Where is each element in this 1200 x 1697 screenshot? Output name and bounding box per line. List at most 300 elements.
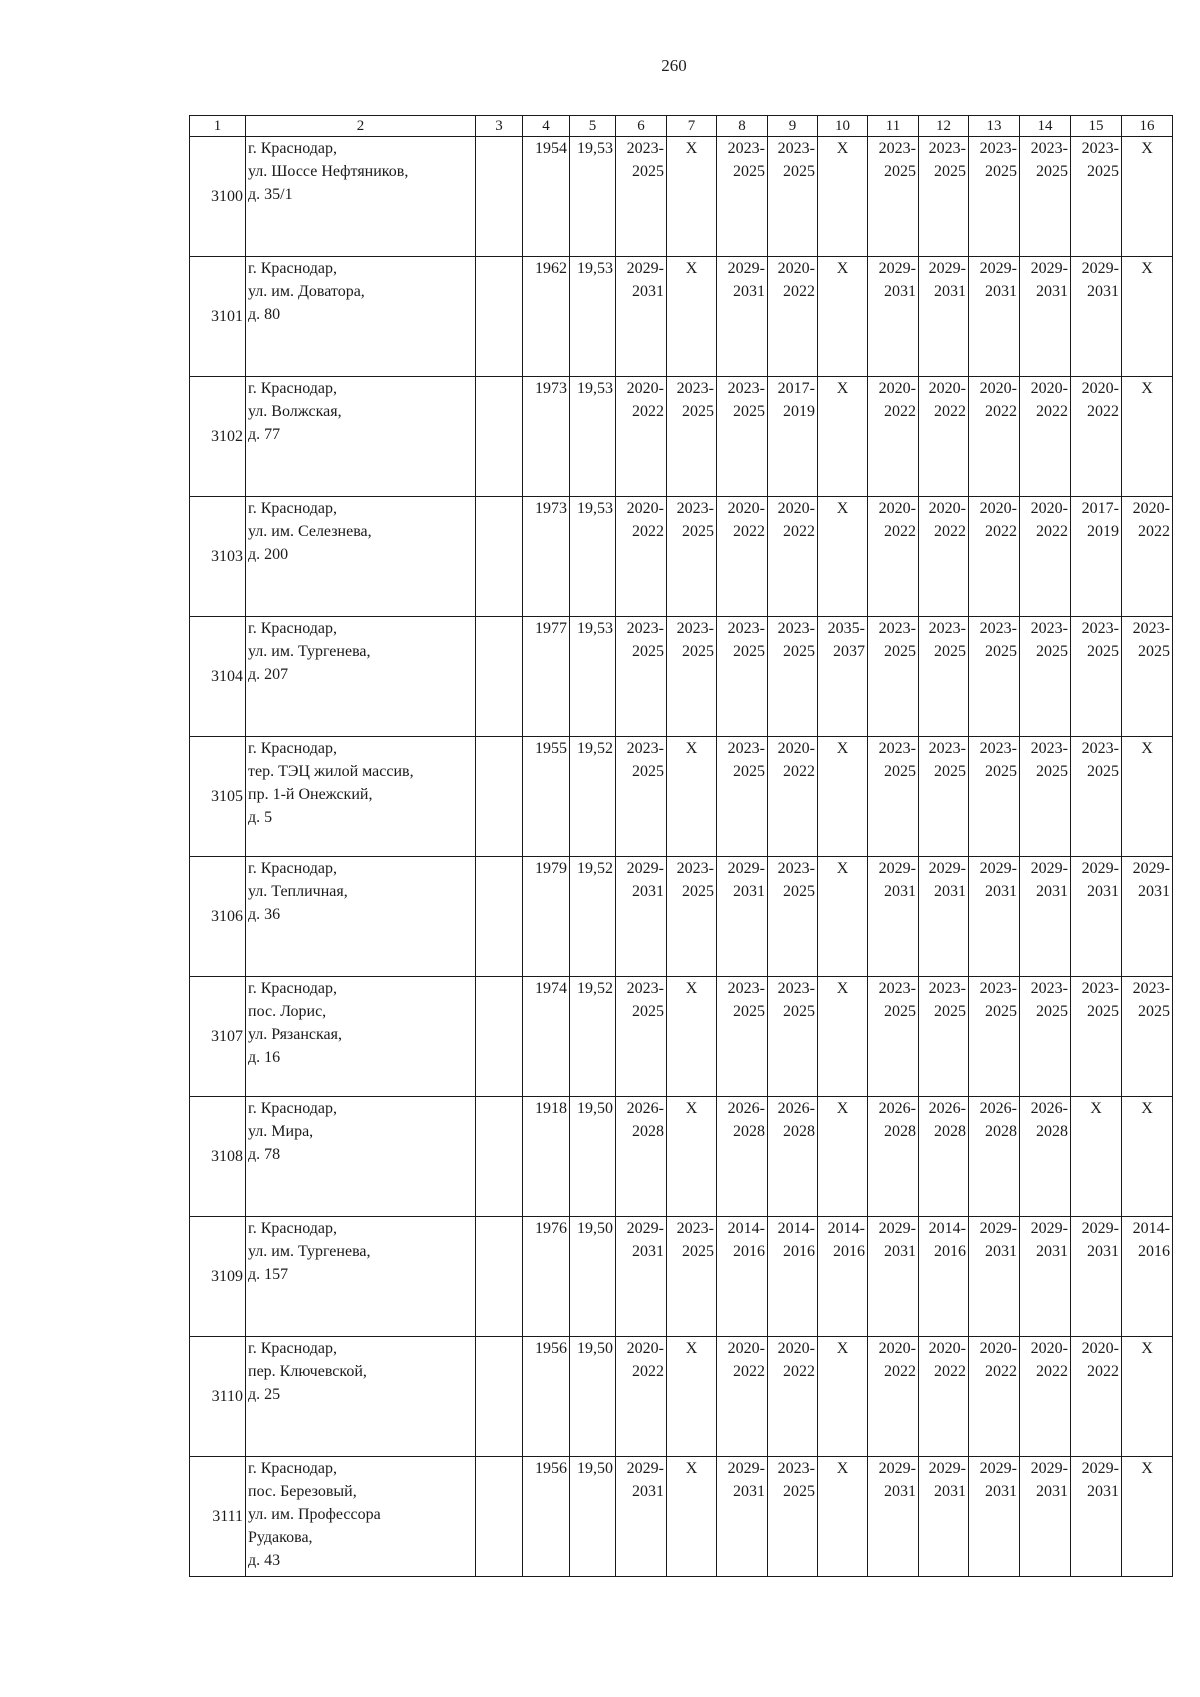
period-cell-col-8	[717, 137, 768, 257]
period-cell-col-15	[1071, 737, 1122, 857]
period-line: 2023-	[928, 620, 966, 637]
period-cell-col-8	[717, 377, 768, 497]
address-line: д. 80	[248, 306, 281, 323]
period-cell-col-12	[919, 1097, 969, 1217]
address-line: г. Краснодар,	[248, 620, 337, 637]
address-line: г. Краснодар,	[248, 860, 337, 877]
period-line: 2025	[1036, 1003, 1068, 1020]
address-line: д. 78	[248, 1146, 281, 1163]
period-line: 2023-	[727, 380, 765, 397]
row-number: 3109	[190, 1217, 246, 1337]
address-line: г. Краснодар,	[248, 1100, 337, 1117]
period-cell-col-8	[717, 857, 768, 977]
address-line: д. 157	[248, 1266, 289, 1283]
period-cell-col-13	[969, 497, 1020, 617]
column-3-cell	[476, 257, 523, 377]
address-cell	[246, 857, 476, 977]
period-line: 2025	[682, 1243, 714, 1260]
period-line: 2031	[934, 283, 966, 300]
period-line: 2028	[783, 1123, 815, 1140]
row-number: 3102	[190, 377, 246, 497]
period-line: 2023-	[626, 740, 664, 757]
period-cell-col-6	[616, 1217, 667, 1337]
address-line: пер. Ключевской,	[248, 1363, 367, 1380]
period-cell-col-9	[768, 1337, 818, 1457]
year-built-cell: 1973	[523, 377, 570, 497]
period-cell-col-6	[616, 137, 667, 257]
period-cell-col-14	[1020, 137, 1071, 257]
period-line: 2031	[884, 883, 916, 900]
period-cell-col-6	[616, 977, 667, 1097]
period-cell-col-8	[717, 497, 768, 617]
period-line: X	[836, 380, 849, 397]
column-header-15: 15	[1071, 116, 1122, 137]
period-line: X	[685, 980, 698, 997]
period-line: 2031	[1036, 1243, 1068, 1260]
period-line: 2029-	[1030, 860, 1068, 877]
address-line: пос. Березовый,	[248, 1483, 357, 1500]
address-line: г. Краснодар,	[248, 380, 337, 397]
period-cell-col-11	[868, 1457, 919, 1577]
period-cell-col-10	[818, 137, 868, 257]
period-line: 2029-	[878, 260, 916, 277]
period-line: 2028	[884, 1123, 916, 1140]
column-header-11: 11	[868, 116, 919, 137]
column-3-cell	[476, 977, 523, 1097]
period-line: 2031	[1087, 283, 1119, 300]
address-line: ул. им. Тургенева,	[248, 643, 371, 660]
period-line: X	[1141, 740, 1153, 757]
period-cell-col-16	[1122, 1337, 1173, 1457]
period-line: 2029-	[727, 260, 765, 277]
address-cell	[246, 1217, 476, 1337]
period-line: 2031	[884, 1243, 916, 1260]
period-line: 2035-	[827, 620, 865, 637]
address-cell	[246, 617, 476, 737]
period-cell-col-11	[868, 1097, 919, 1217]
period-line: 2029-	[928, 1460, 966, 1477]
period-line: 2029-	[1081, 260, 1119, 277]
period-cell-col-16	[1122, 977, 1173, 1097]
period-line: 2023-	[777, 140, 815, 157]
period-cell-col-11	[868, 137, 919, 257]
period-line: X	[836, 140, 849, 157]
period-cell-col-7	[667, 1337, 717, 1457]
period-line: 2025	[934, 643, 966, 660]
period-cell-col-13	[969, 257, 1020, 377]
period-line: 2029-	[1081, 1220, 1119, 1237]
period-line: 2022	[783, 283, 815, 300]
period-line: 2023-	[676, 1220, 714, 1237]
rate-cell: 19,50	[570, 1097, 616, 1217]
period-line: 2031	[934, 1483, 966, 1500]
period-line: 2019	[1087, 523, 1119, 540]
period-line: X	[685, 1340, 698, 1357]
period-line: 2022	[783, 523, 815, 540]
period-line: 2025	[1036, 763, 1068, 780]
period-line: 2029-	[626, 1220, 664, 1237]
period-cell-col-14	[1020, 497, 1071, 617]
period-cell-col-13	[969, 1217, 1020, 1337]
period-line: 2020-	[626, 500, 664, 517]
period-line: 2022	[1087, 403, 1119, 420]
period-line: X	[1141, 1100, 1153, 1117]
row-number: 3110	[190, 1337, 246, 1457]
row-number: 3101	[190, 257, 246, 377]
period-line: 2020-	[1081, 380, 1119, 397]
period-line: 2022	[1036, 1363, 1068, 1380]
address-line: д. 200	[248, 546, 289, 563]
period-line: 2025	[632, 643, 664, 660]
period-cell-col-12	[919, 497, 969, 617]
period-line: 2029-	[727, 860, 765, 877]
period-line: 2031	[985, 883, 1017, 900]
period-line: 2016	[783, 1243, 815, 1260]
period-cell-col-9	[768, 377, 818, 497]
table-row	[190, 137, 1173, 257]
period-line: 2025	[985, 163, 1017, 180]
rate-cell: 19,53	[570, 137, 616, 257]
period-line: X	[836, 860, 849, 877]
period-cell-col-7	[667, 1457, 717, 1577]
period-cell-col-14	[1020, 977, 1071, 1097]
period-line: 2020-	[777, 1340, 815, 1357]
period-line: 2029-	[928, 860, 966, 877]
period-line: 2023-	[1030, 980, 1068, 997]
period-line: 2023-	[727, 140, 765, 157]
period-line: 2025	[783, 643, 815, 660]
period-line: 2022	[783, 763, 815, 780]
period-line: 2025	[884, 163, 916, 180]
period-line: 2025	[1087, 643, 1119, 660]
period-line: X	[1141, 380, 1153, 397]
period-line: 2023-	[777, 1460, 815, 1477]
period-line: 2026-	[928, 1100, 966, 1117]
period-line: 2025	[985, 763, 1017, 780]
period-cell-col-16	[1122, 257, 1173, 377]
period-line: 2031	[733, 1483, 765, 1500]
period-cell-col-9	[768, 737, 818, 857]
column-header-12: 12	[919, 116, 969, 137]
period-line: 2020-	[979, 1340, 1017, 1357]
period-cell-col-9	[768, 617, 818, 737]
period-line: 2029-	[878, 860, 916, 877]
period-line: 2020-	[878, 380, 916, 397]
period-line: X	[836, 1340, 849, 1357]
row-number: 3108	[190, 1097, 246, 1217]
period-line: 2022	[733, 523, 765, 540]
period-cell-col-12	[919, 1337, 969, 1457]
period-line: 2031	[985, 1243, 1017, 1260]
period-cell-col-7	[667, 137, 717, 257]
address-line: д. 43	[248, 1552, 281, 1569]
period-cell-col-6	[616, 617, 667, 737]
period-line: 2023-	[928, 740, 966, 757]
period-cell-col-14	[1020, 737, 1071, 857]
rate-cell: 19,52	[570, 977, 616, 1097]
period-cell-col-10	[818, 1097, 868, 1217]
period-line: 2023-	[878, 620, 916, 637]
year-built-cell: 1976	[523, 1217, 570, 1337]
column-header-13: 13	[969, 116, 1020, 137]
period-line: 2031	[1036, 283, 1068, 300]
period-line: 2022	[934, 1363, 966, 1380]
period-line: 2025	[632, 163, 664, 180]
address-line: д. 35/1	[248, 186, 293, 203]
address-cell	[246, 1337, 476, 1457]
period-line: 2029-	[727, 1460, 765, 1477]
period-cell-col-7	[667, 497, 717, 617]
period-line: 2022	[884, 523, 916, 540]
year-built-cell: 1962	[523, 257, 570, 377]
period-cell-col-8	[717, 737, 768, 857]
address-cell	[246, 137, 476, 257]
period-cell-col-11	[868, 1337, 919, 1457]
period-line: 2023-	[1081, 620, 1119, 637]
period-cell-col-15	[1071, 1097, 1122, 1217]
period-line: 2025	[682, 403, 714, 420]
period-cell-col-10	[818, 257, 868, 377]
period-line: 2031	[733, 883, 765, 900]
period-cell-col-14	[1020, 857, 1071, 977]
column-3-cell	[476, 1337, 523, 1457]
period-line: 2017-	[777, 380, 815, 397]
period-line: 2031	[1087, 883, 1119, 900]
period-line: 2025	[1138, 1003, 1170, 1020]
period-line: 2022	[783, 1363, 815, 1380]
period-line: 2025	[934, 163, 966, 180]
rate-cell: 19,50	[570, 1217, 616, 1337]
period-line: 2020-	[878, 1340, 916, 1357]
period-line: 2020-	[1030, 380, 1068, 397]
period-line: 2025	[1087, 163, 1119, 180]
address-line: д. 25	[248, 1386, 281, 1403]
period-cell-col-12	[919, 1217, 969, 1337]
period-line: 2020-	[727, 500, 765, 517]
period-line: 2023-	[626, 620, 664, 637]
period-line: 2023-	[626, 140, 664, 157]
period-line: 2025	[733, 163, 765, 180]
period-cell-col-6	[616, 1457, 667, 1577]
table-row	[190, 257, 1173, 377]
period-line: 2028	[934, 1123, 966, 1140]
period-line: X	[1141, 140, 1153, 157]
period-cell-col-14	[1020, 257, 1071, 377]
period-line: 2031	[985, 1483, 1017, 1500]
period-line: 2031	[884, 1483, 916, 1500]
period-cell-col-16	[1122, 617, 1173, 737]
period-cell-col-12	[919, 977, 969, 1097]
period-cell-col-7	[667, 257, 717, 377]
period-line: 2025	[1036, 163, 1068, 180]
period-line: 2023-	[777, 860, 815, 877]
period-cell-col-11	[868, 857, 919, 977]
period-cell-col-9	[768, 977, 818, 1097]
year-built-cell: 1973	[523, 497, 570, 617]
period-line: 2026-	[1030, 1100, 1068, 1117]
period-line: 2023-	[1081, 140, 1119, 157]
period-line: 2014-	[777, 1220, 815, 1237]
period-line: 2031	[985, 283, 1017, 300]
column-3-cell	[476, 1457, 523, 1577]
period-cell-col-13	[969, 1337, 1020, 1457]
period-line: 2023-	[928, 140, 966, 157]
table-row	[190, 497, 1173, 617]
period-line: 2022	[934, 523, 966, 540]
column-header-3: 3	[476, 116, 523, 137]
period-cell-col-11	[868, 377, 919, 497]
period-cell-col-8	[717, 1457, 768, 1577]
period-cell-col-12	[919, 617, 969, 737]
period-cell-col-11	[868, 1217, 919, 1337]
period-cell-col-13	[969, 377, 1020, 497]
period-line: 2022	[632, 523, 664, 540]
period-line: 2025	[783, 883, 815, 900]
year-built-cell: 1918	[523, 1097, 570, 1217]
period-line: 2022	[1036, 523, 1068, 540]
period-line: 2029-	[1030, 260, 1068, 277]
period-line: 2026-	[979, 1100, 1017, 1117]
column-3-cell	[476, 1097, 523, 1217]
table-row	[190, 1217, 1173, 1337]
address-line: ул. им. Профессора	[248, 1506, 381, 1523]
period-cell-col-6	[616, 497, 667, 617]
period-line: X	[836, 980, 849, 997]
period-line: 2020-	[1132, 500, 1170, 517]
address-line: ул. им. Доватора,	[248, 283, 365, 300]
address-line: Рудакова,	[248, 1529, 313, 1546]
column-header-9: 9	[768, 116, 818, 137]
rate-cell: 19,53	[570, 617, 616, 737]
period-cell-col-11	[868, 497, 919, 617]
period-line: 2029-	[1132, 860, 1170, 877]
period-line: X	[1141, 1460, 1153, 1477]
period-line: 2025	[1087, 763, 1119, 780]
address-line: д. 16	[248, 1049, 281, 1066]
housing-register-table	[189, 115, 1173, 1577]
period-line: 2023-	[979, 140, 1017, 157]
year-built-cell: 1956	[523, 1337, 570, 1457]
table-row	[190, 1097, 1173, 1217]
address-line: ул. им. Селезнева,	[248, 523, 372, 540]
period-cell-col-9	[768, 1457, 818, 1577]
period-line: 2031	[1087, 1243, 1119, 1260]
period-cell-col-16	[1122, 137, 1173, 257]
column-header-4: 4	[523, 116, 570, 137]
address-line: г. Краснодар,	[248, 260, 337, 277]
period-line: 2026-	[727, 1100, 765, 1117]
year-built-cell: 1979	[523, 857, 570, 977]
period-cell-col-15	[1071, 1337, 1122, 1457]
period-cell-col-15	[1071, 257, 1122, 377]
period-cell-col-10	[818, 737, 868, 857]
period-line: 2020-	[928, 380, 966, 397]
period-line: 2022	[1087, 1363, 1119, 1380]
period-line: 2023-	[1030, 620, 1068, 637]
period-cell-col-9	[768, 257, 818, 377]
period-cell-col-9	[768, 137, 818, 257]
period-line: 2020-	[979, 500, 1017, 517]
period-cell-col-8	[717, 257, 768, 377]
period-cell-col-16	[1122, 737, 1173, 857]
period-line: 2022	[632, 403, 664, 420]
year-built-cell: 1956	[523, 1457, 570, 1577]
address-cell	[246, 977, 476, 1097]
period-line: 2025	[884, 763, 916, 780]
period-line: X	[836, 1100, 849, 1117]
period-cell-col-10	[818, 497, 868, 617]
period-line: 2023-	[777, 980, 815, 997]
period-cell-col-14	[1020, 1337, 1071, 1457]
address-line: д. 36	[248, 906, 281, 923]
period-line: 2031	[632, 1243, 664, 1260]
period-cell-col-9	[768, 497, 818, 617]
period-line: 2025	[682, 523, 714, 540]
period-line: 2023-	[1132, 980, 1170, 997]
period-line: 2025	[985, 1003, 1017, 1020]
period-line: 2020-	[626, 380, 664, 397]
period-line: 2025	[682, 643, 714, 660]
period-cell-col-10	[818, 1457, 868, 1577]
address-line: г. Краснодар,	[248, 980, 337, 997]
period-line: 2020-	[626, 1340, 664, 1357]
period-line: 2014-	[727, 1220, 765, 1237]
address-cell	[246, 377, 476, 497]
period-line: X	[685, 260, 698, 277]
period-cell-col-12	[919, 377, 969, 497]
table-row	[190, 857, 1173, 977]
period-line: 2028	[733, 1123, 765, 1140]
period-cell-col-6	[616, 737, 667, 857]
period-cell-col-6	[616, 1097, 667, 1217]
address-cell	[246, 1457, 476, 1577]
period-cell-col-9	[768, 1097, 818, 1217]
period-cell-col-16	[1122, 1217, 1173, 1337]
table-row	[190, 1457, 1173, 1577]
address-line: пос. Лорис,	[248, 1003, 327, 1020]
period-line: 2023-	[676, 860, 714, 877]
row-number: 3107	[190, 977, 246, 1097]
period-line: 2026-	[777, 1100, 815, 1117]
address-line: тер. ТЭЦ жилой массив,	[248, 763, 414, 780]
period-line: 2014-	[827, 1220, 865, 1237]
period-line: 2022	[985, 403, 1017, 420]
period-line: 2025	[884, 643, 916, 660]
rate-cell: 19,53	[570, 257, 616, 377]
period-cell-col-16	[1122, 497, 1173, 617]
period-line: 2025	[682, 883, 714, 900]
period-cell-col-14	[1020, 377, 1071, 497]
period-line: 2023-	[777, 620, 815, 637]
address-line: г. Краснодар,	[248, 500, 337, 517]
period-line: 2029-	[979, 860, 1017, 877]
period-line: 2022	[733, 1363, 765, 1380]
period-cell-col-13	[969, 1097, 1020, 1217]
period-cell-col-10	[818, 377, 868, 497]
period-cell-col-16	[1122, 857, 1173, 977]
column-3-cell	[476, 497, 523, 617]
period-cell-col-15	[1071, 857, 1122, 977]
address-line: г. Краснодар,	[248, 140, 337, 157]
period-line: 2025	[733, 643, 765, 660]
period-cell-col-10	[818, 1217, 868, 1337]
period-cell-col-6	[616, 857, 667, 977]
period-line: 2023-	[676, 500, 714, 517]
period-line: 2031	[1138, 883, 1170, 900]
period-cell-col-15	[1071, 1457, 1122, 1577]
period-line: 2031	[1036, 883, 1068, 900]
period-line: 2029-	[626, 260, 664, 277]
